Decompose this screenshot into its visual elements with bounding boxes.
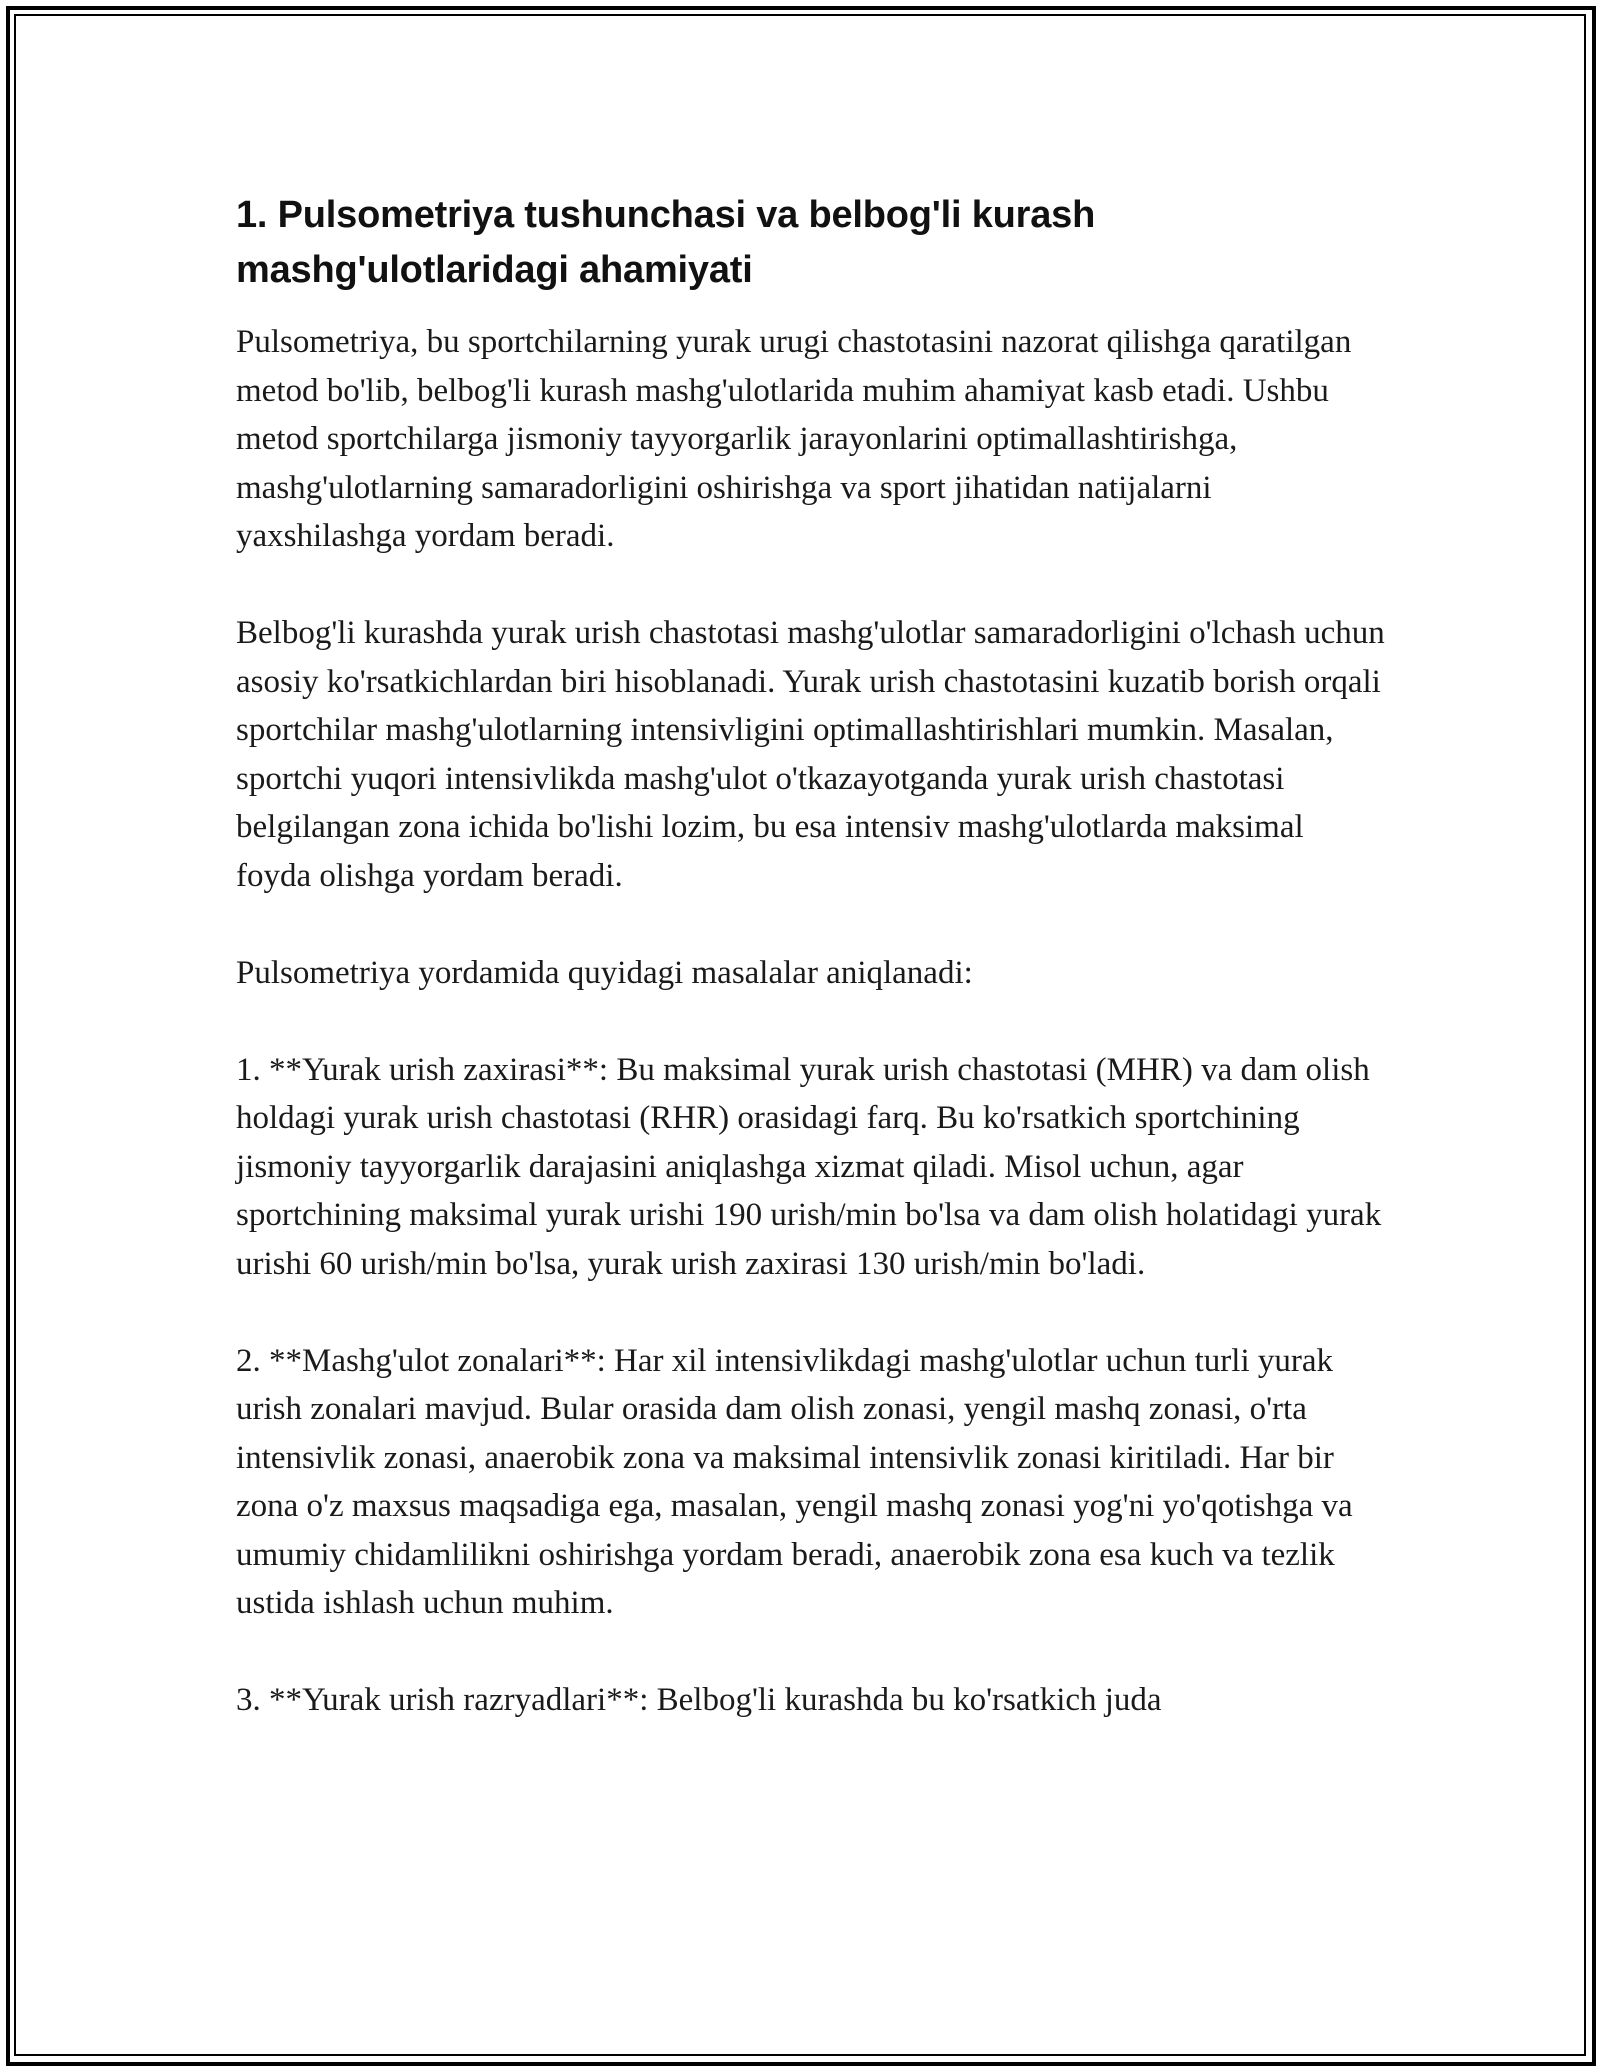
spacer (236, 298, 1386, 318)
paragraph-list-intro: Pulsometriya yordamida quyidagi masalalar aniqlanadi: (236, 954, 973, 991)
spacer (236, 1628, 1386, 1677)
list-item-heart-rate-ranges: 3. **Yurak urish razryadlari**: Belbog'li kurashda bu ko'rsatkich juda (236, 1682, 1162, 1718)
spacer (236, 900, 1386, 949)
list-item-heart-rate-reserve: 1. **Yurak urish zaxirasi**: Bu maksimal yurak urish chastotasi (MHR) va dam olish holdagi yurak urish chastotasi (RHR) orasidagi farq. Bu ko'rsatkich sportchining jismoniy tayyorgarlik darajasini aniqlashga xizmat qiladi. Misol uchun, agar sportchining maksimal yurak urishi 190 urish/min bo'lsa va dam olish holatidagi yurak urishi 60 urish/min bo'lsa, yurak urish zaxirasi 130 urish/min bo'ladi. (236, 1051, 1382, 1282)
paragraph-heart-rate: Belbog'li kurashda yurak urish chastotasi mashg'ulotlar samaradorligini o'lchash uchun asosiy ko'rsatkichlardan biri hisoblanadi. Yurak urish chastotasini kuzatib borish orqali sportchilar mashg'ulotlarning intensivligini optimallashtirishlari mumkin. Masalan, sportchi yuqori intensivlikda mashg'ulot o'tkazayotganda yurak urish chastotasi belgilangan zona ichida bo'lishi lozim, bu esa intensiv mashg'ulotlarda maksimal foyda olishga yordam beradi. (236, 615, 1385, 894)
spacer (236, 997, 1386, 1046)
spacer (236, 1288, 1386, 1337)
paragraph-intro: Pulsometriya, bu sportchilarning yurak urugi chastotasini nazorat qilishga qaratilgan metod bo'lib, belbog'li kurash mashg'ulotlarida muhim ahamiyat kasb etadi. Ushbu metod sportchilarga jismoniy tayyorgarlik jarayonlarini optimallashtirishga, mashg'ulotlarning samaradorligini oshirishga va sport jihatidan natijalarni yaxshilashga yordam beradi. (236, 324, 1352, 554)
section-title: 1. Pulsometriya tushunchasi va belbog'li kurash mashg'ulotlaridagi ahamiyati (236, 194, 1096, 291)
document-body (236, 188, 1386, 1725)
spacer (236, 561, 1386, 610)
list-item-training-zones: 2. **Mashg'ulot zonalari**: Har xil intensivlikdagi mashg'ulotlar uchun turli yurak urish zonalari mavjud. Bular orasida dam olish zonasi, yengil mashq zonasi, o'rta intensivlik zonasi, anaerobik zona va maksimal intensivlik zonasi kiritiladi. Har bir zona o'z maxsus maqsadiga ega, masalan, yengil mashq zonasi yog'ni yo'qotishga va umumiy chidamlilikni oshirishga yordam beradi, anaerobik zona esa kuch va tezlik ustida ishlash uchun muhim. (236, 1342, 1353, 1621)
